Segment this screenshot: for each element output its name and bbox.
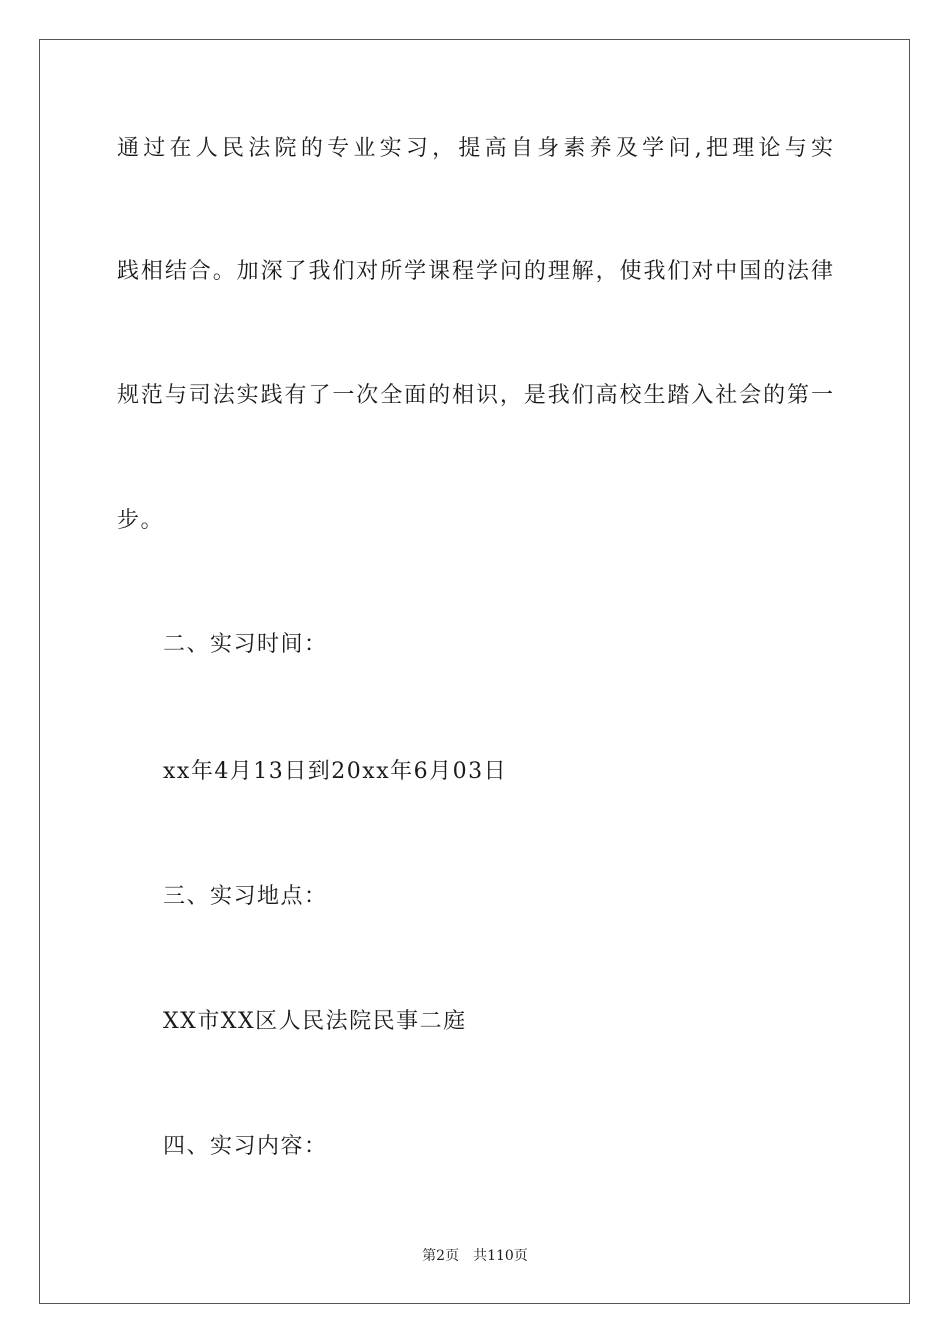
paragraph-line-1: 通过在人民法院的专业实习，提高自身素养及学问,把理论与实	[117, 136, 833, 161]
paragraph-line-2: 践相结合。加深了我们对所学课程学问的理解，使我们对中国的法律	[117, 259, 833, 284]
page-number: 第2页	[422, 1248, 460, 1264]
paragraph-line-4: 步。	[117, 508, 165, 533]
page-footer	[0, 1246, 950, 1266]
section-2-content: xx年4月13日到20xx年6月03日	[163, 759, 508, 784]
section-4-heading: 四、实习内容：	[163, 1134, 328, 1159]
page-frame	[39, 39, 910, 1304]
section-3-heading: 三、实习地点：	[163, 884, 328, 909]
page-total: 共110页	[473, 1248, 528, 1264]
paragraph-line-3: 规范与司法实践有了一次全面的相识，是我们高校生踏入社会的第一	[117, 383, 833, 408]
section-3-content: XX市XX区人民法院民事二庭	[163, 1009, 467, 1034]
section-2-heading: 二、实习时间：	[163, 632, 328, 657]
